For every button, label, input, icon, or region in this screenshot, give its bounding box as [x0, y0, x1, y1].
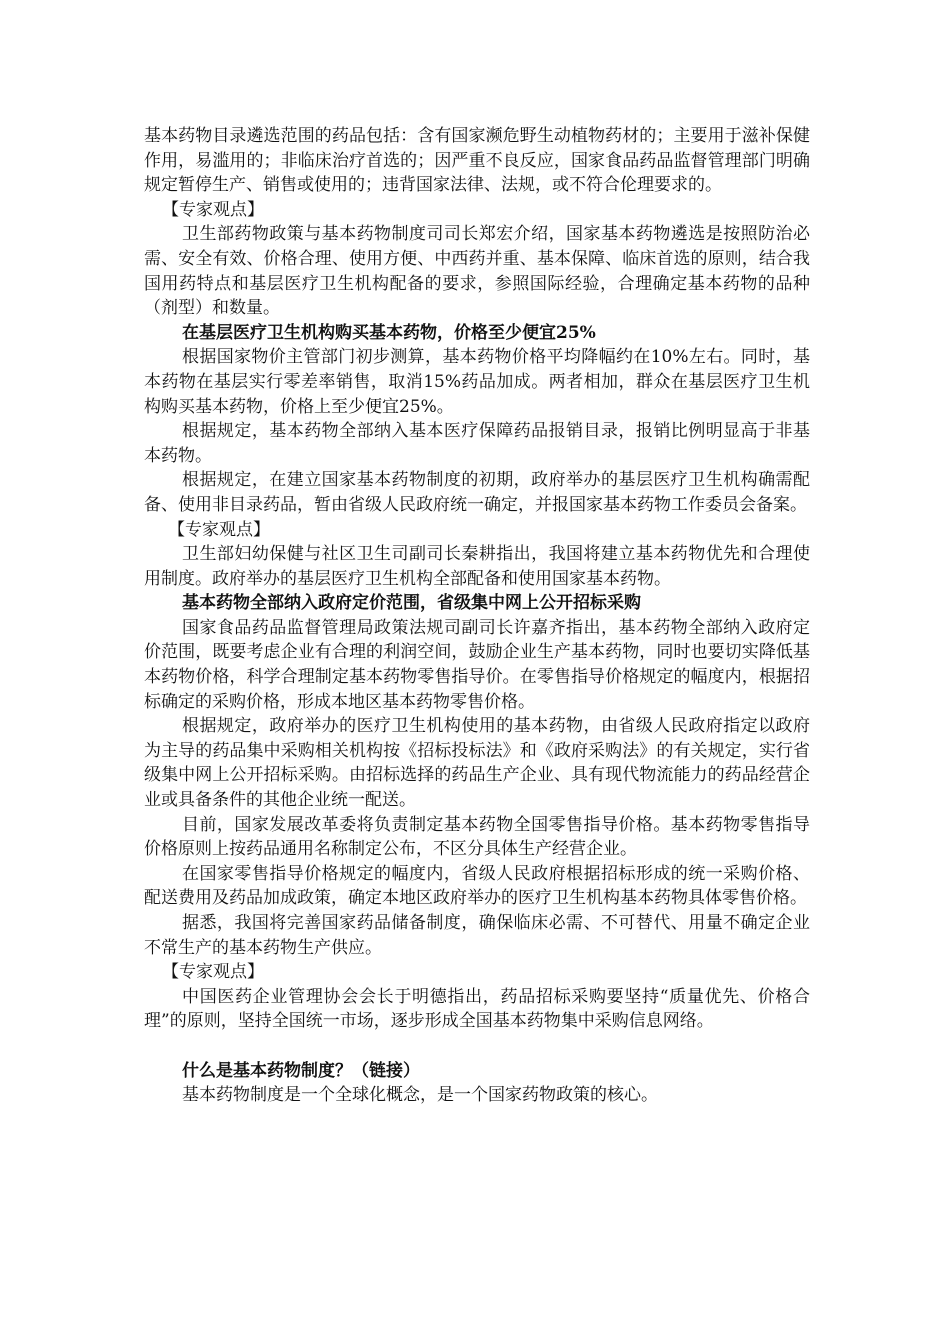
paragraph-procurement: 根据规定，政府举办的医疗卫生机构使用的基本药物，由省级人民政府指定以政府为主导的药品集中采购相关机构按《招标投标法》和《政府采购法》的有关规定，实行省级集中网上公开招标采购。由招标选择的药品生产企业、具有现代物流能力的药品经营企业或具备条件的其他企业统一配送。: [144, 716, 810, 811]
paragraph-retail-range: 在国家零售指导价格规定的幅度内，省级人民政府根据招标形成的统一采购价格、配送费用及药品加成政策，确定本地区政府举办的医疗卫生机构基本药物具体零售价格。: [144, 863, 810, 909]
section-heading-pricing-procurement: 基本药物全部纳入政府定价范围，省级集中网上公开招标采购: [182, 593, 641, 614]
paragraph-price-estimate: 根据国家物价主管部门初步测算，基本药物价格平均降幅约在10%左右。同时，基本药物在基层实行零差率销售，取消15%药品加成。两者相加，群众在基层医疗卫生机构购买基本药物，价格上至少便宜25%。: [144, 347, 810, 417]
paragraph-ndrc: 目前，国家发展改革委将负责制定基本药物全国零售指导价格。基本药物零售指导价格原则上按药品通用名称制定公布，不区分具体生产经营企业。: [144, 814, 810, 860]
document-page: [144, 124, 810, 1108]
paragraph-qin-geng: 卫生部妇幼保健与社区卫生司副司长秦耕指出，我国将建立基本药物优先和合理使用制度。政府举办的基层医疗卫生机构全部配备和使用国家基本药物。: [144, 544, 810, 589]
expert-view-label-3: 【专家观点】: [162, 962, 264, 983]
expert-view-label-2: 【专家观点】: [168, 519, 270, 540]
paragraph-reserve: 据悉，我国将完善国家药品储备制度，确保临床必需、不可替代、用量不确定企业不常生产的基本药物生产供应。: [144, 913, 810, 958]
blank-line: [144, 1034, 810, 1059]
paragraph-xu-jiaqi: 国家食品药品监督管理局政策法规司副司长许嘉齐指出，基本药物全部纳入政府定价范围，既要考虑企业有合理的利润空间，鼓励企业生产基本药物，同时也要切实降低基本药物价格，科学合理制定基本药物零售指导价。在零售指导价格规定的幅度内，根据招标确定的采购价格，形成本地区基本药物零售价格。: [144, 617, 810, 712]
section-heading-price: 在基层医疗卫生机构购买基本药物，价格至少便宜25%: [182, 322, 596, 343]
paragraph-selection-scope: 基本药物目录遴选范围的药品包括：含有国家濒危野生动植物药材的；主要用于滋补保健作用，易滥用的；非临床治疗首选的；因严重不良反应，国家食品药品监督管理部门明确规定暂停生产、销售或使用的；违背国家法律、法规，或不符合伦理要求的。: [144, 126, 810, 196]
paragraph-reimbursement: 根据规定，基本药物全部纳入基本医疗保障药品报销目录，报销比例明显高于非基本药物。: [144, 421, 810, 466]
paragraph-definition: 基本药物制度是一个全球化概念，是一个国家药物政策的核心。: [182, 1085, 658, 1106]
paragraph-zheng-hong: 卫生部药物政策与基本药物制度司司长郑宏介绍，国家基本药物遴选是按照防治必需、安全有效、价格合理、使用方便、中西药并重、基本保障、临床首选的原则，结合我国用药特点和基层医疗卫生机构配备的要求，参照国际经验，合理确定基本药物的品种（剂型）和数量。: [144, 224, 810, 319]
paragraph-non-catalog: 根据规定，在建立国家基本药物制度的初期，政府举办的基层医疗卫生机构确需配备、使用非目录药品，暂由省级人民政府统一确定，并报国家基本药物工作委员会备案。: [144, 470, 810, 515]
section-heading-what-is: 什么是基本药物制度？（链接）: [182, 1060, 420, 1081]
expert-view-label-1: 【专家观点】: [162, 199, 264, 220]
paragraph-yu-mingde: 中国医药企业管理协会会长于明德指出，药品招标采购要坚持“质量优先、价格合理”的原则，坚持全国统一市场，逐步形成全国基本药物集中采购信息网络。: [144, 986, 810, 1032]
